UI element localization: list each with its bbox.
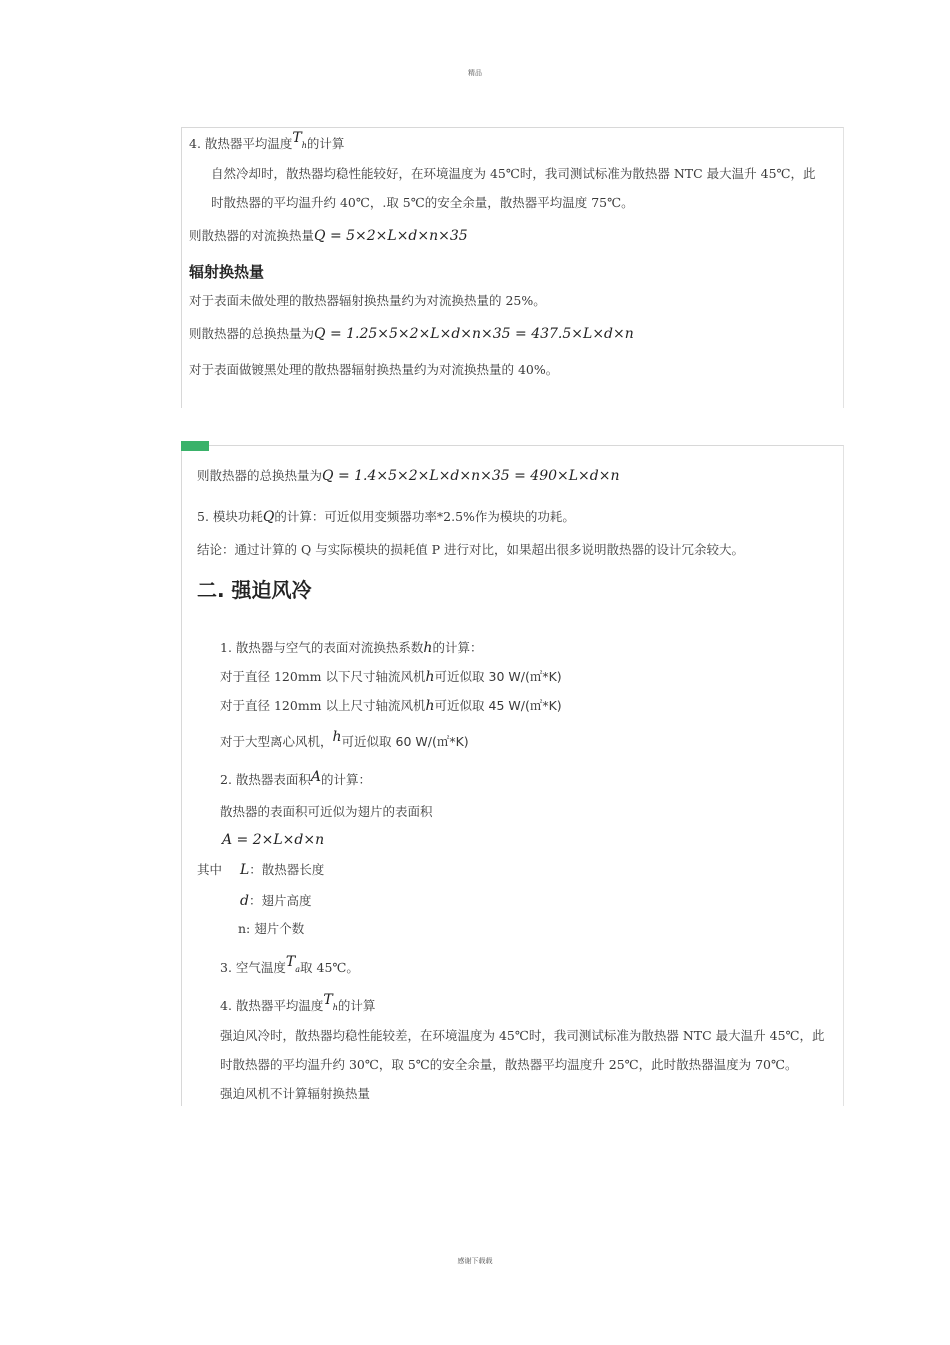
- formula: A = 2×L×d×n: [222, 832, 325, 848]
- radiation-heading: 辐射换热量: [189, 263, 265, 281]
- page-footer: 感谢下载载: [457, 1257, 493, 1265]
- total-heat-formula-line: 则散热器的总换热量为Q = 1.25×5×2×L×d×n×35 = 437.5×L×d×n: [189, 326, 634, 342]
- paragraph-line: 自然冷却时，散热器均稳性能较好，在环境温度为 45℃时，我司测试标准为散热器 NTC 最大温升 45℃，此: [211, 166, 816, 181]
- paragraph-line: 强迫风冷时，散热器均稳性能较差，在环境温度为 45℃时，我司测试标准为散热器 NTC 最大温升 45℃，此: [220, 1028, 825, 1043]
- paragraph-line: 散热器的表面积可近似为翅片的表面积: [220, 804, 433, 819]
- definition-count: n: 翅片个数: [238, 921, 305, 936]
- formula: Q = 5×2×L×d×n×35: [314, 228, 468, 244]
- paragraph-line: 对于表面做镀黑处理的散热器辐射换热量约为对流换热量的 40%。: [189, 362, 559, 377]
- page-header: 精品: [468, 69, 482, 77]
- definition-length: L：散热器长度: [240, 862, 325, 878]
- subsection-4-heading: 4. 散热器平均温度$T_h$的计算: [220, 992, 376, 1013]
- conclusion-line: 结论：通过计算的 Q 与实际模块的损耗值 P 进行对比，如果超出很多说明散热器的设计冗余较大。: [197, 542, 745, 557]
- paragraph-line: 强迫风机不计算辐射换热量: [220, 1086, 371, 1101]
- coefficient-line: 对于直径 120mm 以上尺寸轴流风机h可近似取 45 W/(㎡*K): [220, 698, 562, 714]
- definition-height: d：翅片高度: [240, 893, 312, 909]
- coefficient-line: 对于大型离心风机，h可近似取 60 W/(㎡*K): [220, 729, 469, 749]
- section-title-forced-air: 二. 强迫风冷: [197, 578, 312, 602]
- coefficient-line: 对于直径 120mm 以下尺寸轴流风机h可近似取 30 W/(㎡*K): [220, 669, 562, 685]
- total-heat-formula-line: 则散热器的总换热量为Q = 1.4×5×2×L×d×n×35 = 490×L×d×n: [197, 468, 620, 484]
- subsection-2-heading: 2. 散热器表面积A的计算：: [220, 769, 372, 787]
- paragraph-line: 时散热器的平均温升约 40℃，.取 5℃的安全余量，散热器平均温度 75℃。: [211, 195, 634, 210]
- formula: Q = 1.4×5×2×L×d×n×35 = 490×L×d×n: [322, 468, 620, 484]
- paragraph-line: 时散热器的平均温升约 30℃，取 5℃的安全余量，散热器平均温度升 25℃，此时散热器温度为 70℃。: [220, 1057, 798, 1072]
- where-line: 其中: [197, 862, 223, 877]
- formula: Q = 1.25×5×2×L×d×n×35 = 437.5×L×d×n: [314, 326, 634, 342]
- card-tag-badge: [181, 441, 209, 451]
- area-formula: [222, 832, 324, 848]
- paragraph-line: 对于表面未做处理的散热器辐射换热量约为对流换热量的 25%。: [189, 293, 546, 308]
- subsection-1-heading: 1. 散热器与空气的表面对流换热系数h的计算：: [220, 640, 483, 656]
- section-4-heading: 4. 散热器平均温度$T_h$的计算: [189, 130, 345, 151]
- section-5-line: 5. 模块功耗Q的计算：可近似用变频器功率*2.5%作为模块的功耗。: [197, 509, 575, 525]
- subsection-3-line: 3. 空气温度$T_a$取 45℃。: [220, 954, 359, 975]
- convection-formula-line: 则散热器的对流换热量Q = 5×2×L×d×n×35: [189, 228, 468, 244]
